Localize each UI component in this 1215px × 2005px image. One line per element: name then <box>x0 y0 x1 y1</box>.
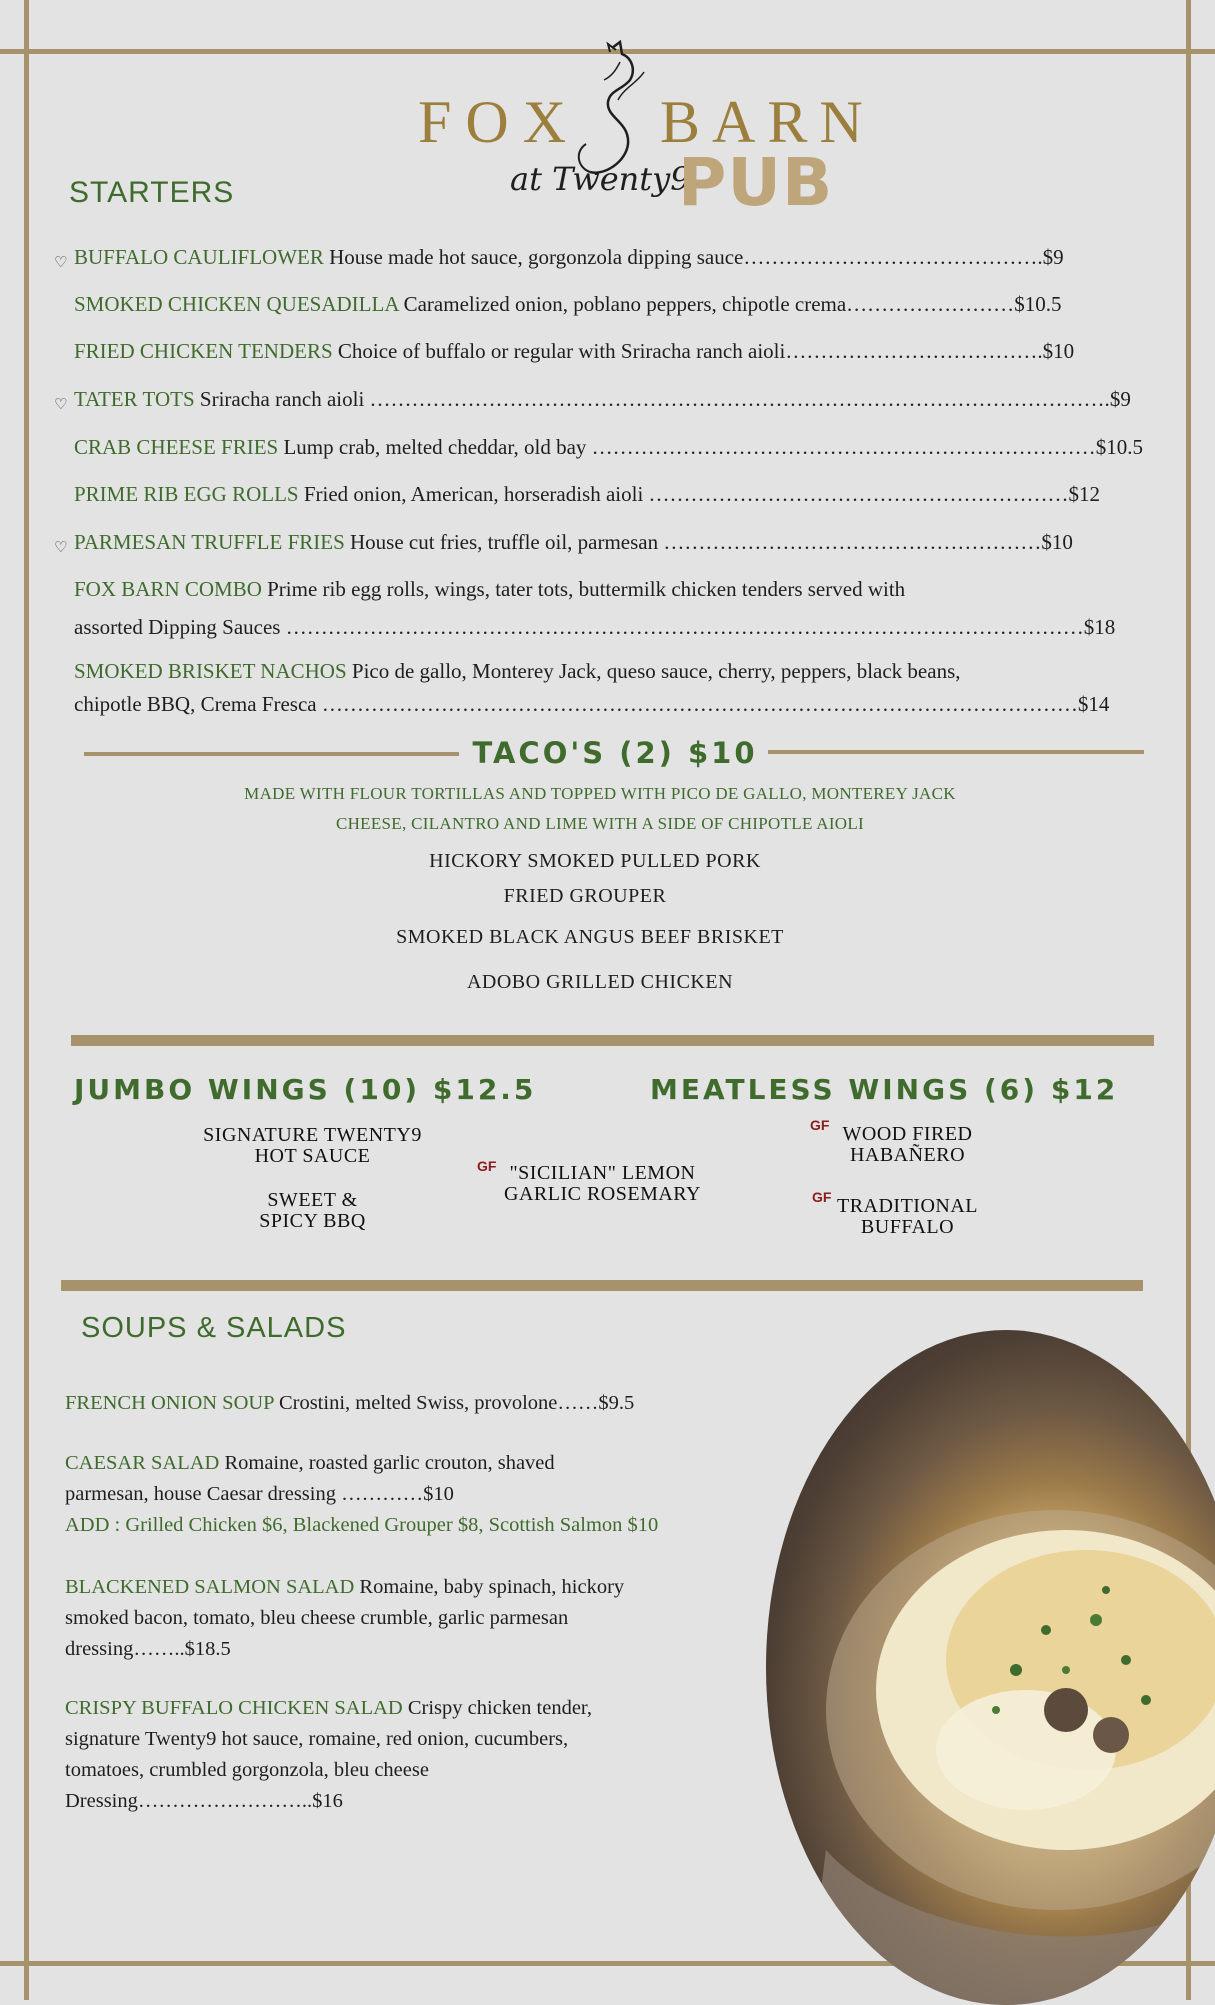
gf-badge: GF <box>477 1158 497 1174</box>
taco-option: FRIED GROUPER <box>503 885 667 907</box>
wing-sauce-traditional: TRADITIONAL BUFFALO <box>836 1195 979 1238</box>
caesar-salad: CAESAR SALAD Romaine, roasted garlic crouton, shaved parmesan, house Caesar dressing …………$10 ADD : Grilled Chicken $6, Blackened Grouper $8, Scottish Salmon $10 <box>65 1452 659 1536</box>
starter-item: FOX BARN COMBO Prime rib egg rolls, wings, tater tots, buttermilk chicken tenders served with assorted Dipping Sauces ……………………………………………………………………………………………………$18 <box>74 577 1116 639</box>
starter-item: ♡ TATER TOTS Sriracha ranch aioli …………………………………………………………………………………………….$9 <box>74 384 1131 415</box>
wing-sauce-signature: SIGNATURE TWENTY9 HOT SAUCE <box>203 1124 422 1167</box>
starters-title: STARTERS <box>69 176 235 209</box>
wing-sauce-sweet-bbq: SWEET & SPICY BBQ <box>259 1189 366 1232</box>
gf-badge: GF <box>812 1189 832 1205</box>
soups-title: SOUPS & SALADS <box>81 1312 347 1344</box>
taco-option: SMOKED BLACK ANGUS BEEF BRISKET <box>396 926 784 948</box>
taco-option: HICKORY SMOKED PULLED PORK <box>429 850 761 872</box>
taco-option: ADOBO GRILLED CHICKEN <box>466 971 734 993</box>
heart-icon: ♡ <box>54 397 68 413</box>
tacos-title: TACO'S (2) $10 <box>472 736 758 770</box>
wing-sauce-wood-fired: WOOD FIRED HABAÑERO <box>842 1123 973 1166</box>
logo-barn-text: BARN <box>660 89 875 155</box>
starter-item: ♡ BUFFALO CAULIFLOWER House made hot sauce, gorgonzola dipping sauce…………………………………….$9 <box>74 242 1064 273</box>
wings-top-rule <box>71 1035 1154 1046</box>
soups-top-rule <box>61 1280 1143 1291</box>
tacos-rule-left <box>84 752 459 756</box>
jumbo-wings-title: JUMBO WINGS (10) $12.5 <box>74 1073 537 1106</box>
meatless-wings-title: MEATLESS WINGS (6) $12 <box>650 1073 1119 1106</box>
logo-script-text: at Twenty9 <box>510 160 691 198</box>
logo <box>410 40 875 221</box>
gf-badge: GF <box>810 1117 830 1133</box>
wing-sauce-lemon: "SICILIAN" LEMON GARLIC ROSEMARY <box>504 1162 701 1205</box>
french-onion-soup: FRENCH ONION SOUP Crostini, melted Swiss, provolone……$9.5 <box>65 1392 635 1414</box>
starter-item: SMOKED BRISKET NACHOS Pico de gallo, Monterey Jack, queso sauce, cherry, peppers, black beans, chipotle BBQ, Crema Fresca ………………………………………………………………………………………………$14 <box>74 659 1110 716</box>
starter-item: SMOKED CHICKEN QUESADILLA Caramelized onion, poblano peppers, chipotle crema……………………$10.5 <box>74 292 1062 316</box>
food-photo <box>766 1330 1215 2005</box>
heart-icon: ♡ <box>54 540 68 556</box>
blackened-salmon-salad: BLACKENED SALMON SALAD Romaine, baby spinach, hickory smoked bacon, tomato, bleu cheese crumble, garlic parmesan dressing……..$18.5 <box>65 1576 625 1660</box>
logo-fox-text: FOX <box>418 89 581 155</box>
starter-item: FRIED CHICKEN TENDERS Choice of buffalo or regular with Sriracha ranch aioli……………………………….$10 <box>74 339 1075 363</box>
logo-pub-text: PUB <box>678 144 834 221</box>
tacos-rule-right <box>768 750 1144 754</box>
frame-left-rule <box>24 0 29 2000</box>
crispy-buffalo-chicken-salad: CRISPY BUFFALO CHICKEN SALAD Crispy chicken tender, signature Twenty9 hot sauce, romaine, red onion, cucumbers, tomatoes, crumbled gorgonzola, bleu cheese Dressing……………………..$16 <box>65 1697 593 1812</box>
starter-item: PRIME RIB EGG ROLLS Fried onion, American, horseradish aioli ……………………………………………………$12 <box>74 482 1101 506</box>
gratin-illustration <box>766 1330 1215 2005</box>
tacos-subtitle: MADE WITH FLOUR TORTILLAS AND TOPPED WITH PICO DE GALLO, MONTEREY JACK CHEESE, CILANTRO AND LIME WITH A SIDE OF CHIPOTLE AIOLI <box>244 784 956 833</box>
heart-icon: ♡ <box>54 255 68 271</box>
starter-item: ♡ PARMESAN TRUFFLE FRIES House cut fries, truffle oil, parmesan ………………………………………………$10 <box>74 527 1073 558</box>
starter-item: CRAB CHEESE FRIES Lump crab, melted cheddar, old bay ………………………………………………………………$10.5 <box>74 435 1143 459</box>
